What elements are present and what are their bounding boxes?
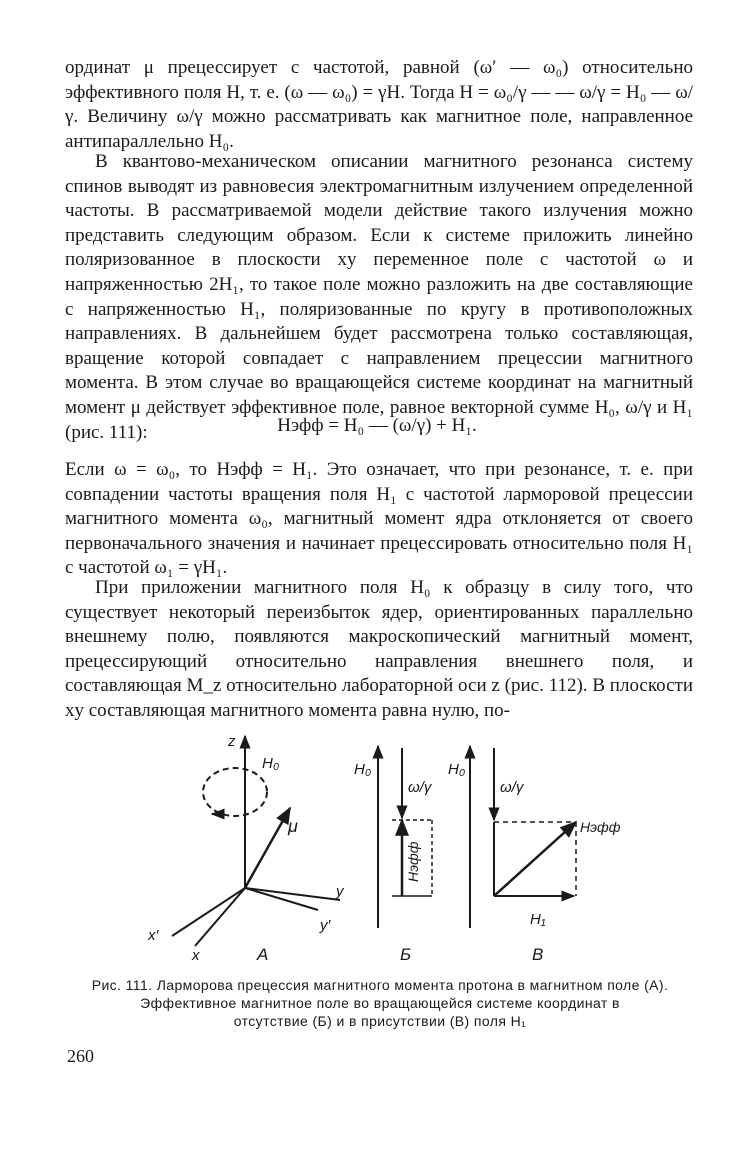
label-h0-a: H₀ bbox=[262, 755, 280, 772]
h-eff-vector-c bbox=[494, 822, 576, 896]
label-h1-c: H₁ bbox=[530, 911, 546, 928]
figure-111 bbox=[100, 728, 680, 978]
panel-c-diagram bbox=[470, 746, 576, 928]
label-axis-y-prime: y′ bbox=[320, 917, 331, 934]
y-prime-axis-line bbox=[245, 888, 318, 910]
panel-b-diagram bbox=[378, 746, 432, 928]
label-axis-x: x bbox=[192, 947, 200, 964]
precession-orbit bbox=[203, 768, 267, 816]
label-mu: μ bbox=[288, 816, 298, 836]
paragraph-2: В квантово-механическом описании магнитного резонанса систему спинов выводят из равновесия электромагнитным излучением определенной частоты. В рассматриваемой модели действие такого излучения можно представить следующим образом. Если к системе приложить линейно поляризованное в плоскости xy переменное поле с частотой ω и напряженностью 2H₁, то такое поле можно разложить на две составляющие с напряженностью H₁, поляризованные по кругу в противоположных направлениях. В дальнейшем будет рассмотрена только составляющая, вращение которой совпадает с направлением прецессии магнитного момента. В этом случае во вращающейся системе координат на магнитный момент μ действует эффективное поле, равное векторной сумме H₀, ω/γ и H₁ (рис. 111): bbox=[65, 151, 693, 443]
figure-111-diagram bbox=[100, 728, 680, 978]
paragraph-1: ординат μ прецессирует с частотой, равной (ω′ — ω₀) относительно эффективного поля H, т. е. (ω — ω₀) = γH. Тогда H = ω₀/γ — — ω/γ = H₀ — ω/γ. Величину ω/γ можно рассматривать как магнитное поле, направленное антипараллельно H₀. bbox=[65, 57, 693, 152]
label-h-eff-c: Hэфф bbox=[580, 819, 621, 835]
caption-line-2: отсутствие (Б) и в присутствии (В) поля H₁ bbox=[233, 1013, 527, 1029]
panel-a-diagram bbox=[172, 736, 340, 946]
x-prime-axis-line bbox=[172, 888, 245, 936]
label-axis-x-prime: x′ bbox=[148, 927, 159, 944]
label-omega-gamma-c: ω/γ bbox=[500, 779, 524, 796]
label-h0-b: H₀ bbox=[354, 761, 372, 778]
label-h-eff-b: Hэфф bbox=[405, 841, 421, 882]
figure-caption bbox=[60, 976, 700, 1030]
label-omega-gamma-b: ω/γ bbox=[408, 779, 432, 796]
paragraph-3: Если ω = ω₀, то Hэфф = H₁. Это означает, что при резонансе, т. е. при совпадении частоты вращения поля H₁ с частотой ларморовой прецессии магнитного момента ω₀, магнитный момент ядра отклоняется от своего первоначального значения и начинает прецессировать относительно поля H₁ с частотой ω₁ = γH₁. bbox=[65, 459, 693, 579]
label-h0-c: H₀ bbox=[448, 761, 466, 778]
mu-vector bbox=[245, 808, 290, 888]
paragraph-4: При приложении магнитного поля H₀ к образцу в силу того, что существует некоторый переизбыток ядер, ориентированных параллельно внешнему полю, появляются макроскопический магнитный момент, прецессирующий относительно направления внешнего поля, и составляющая M_z относительно лабораторной оси z (рис. 112). В плоскости xy составляющая магнитного момента равна нулю, по- bbox=[65, 577, 693, 721]
label-panel-c: В bbox=[532, 945, 544, 964]
label-panel-b: Б bbox=[400, 945, 412, 964]
caption-line-1: Рис. 111. Ларморова прецессия магнитного момента протона в магнитном поле (А). Эффективное магнитное поле во вращающейся системе координат в bbox=[91, 977, 669, 1011]
label-panel-a: А bbox=[257, 945, 269, 964]
y-axis-line bbox=[245, 888, 340, 900]
formula-h-eff: Hэфф = H₀ — (ω/γ) + H₁. bbox=[277, 415, 477, 436]
page-number: 260 bbox=[67, 1046, 94, 1066]
label-axis-y: y bbox=[336, 883, 344, 900]
label-axis-z: z bbox=[228, 733, 236, 750]
